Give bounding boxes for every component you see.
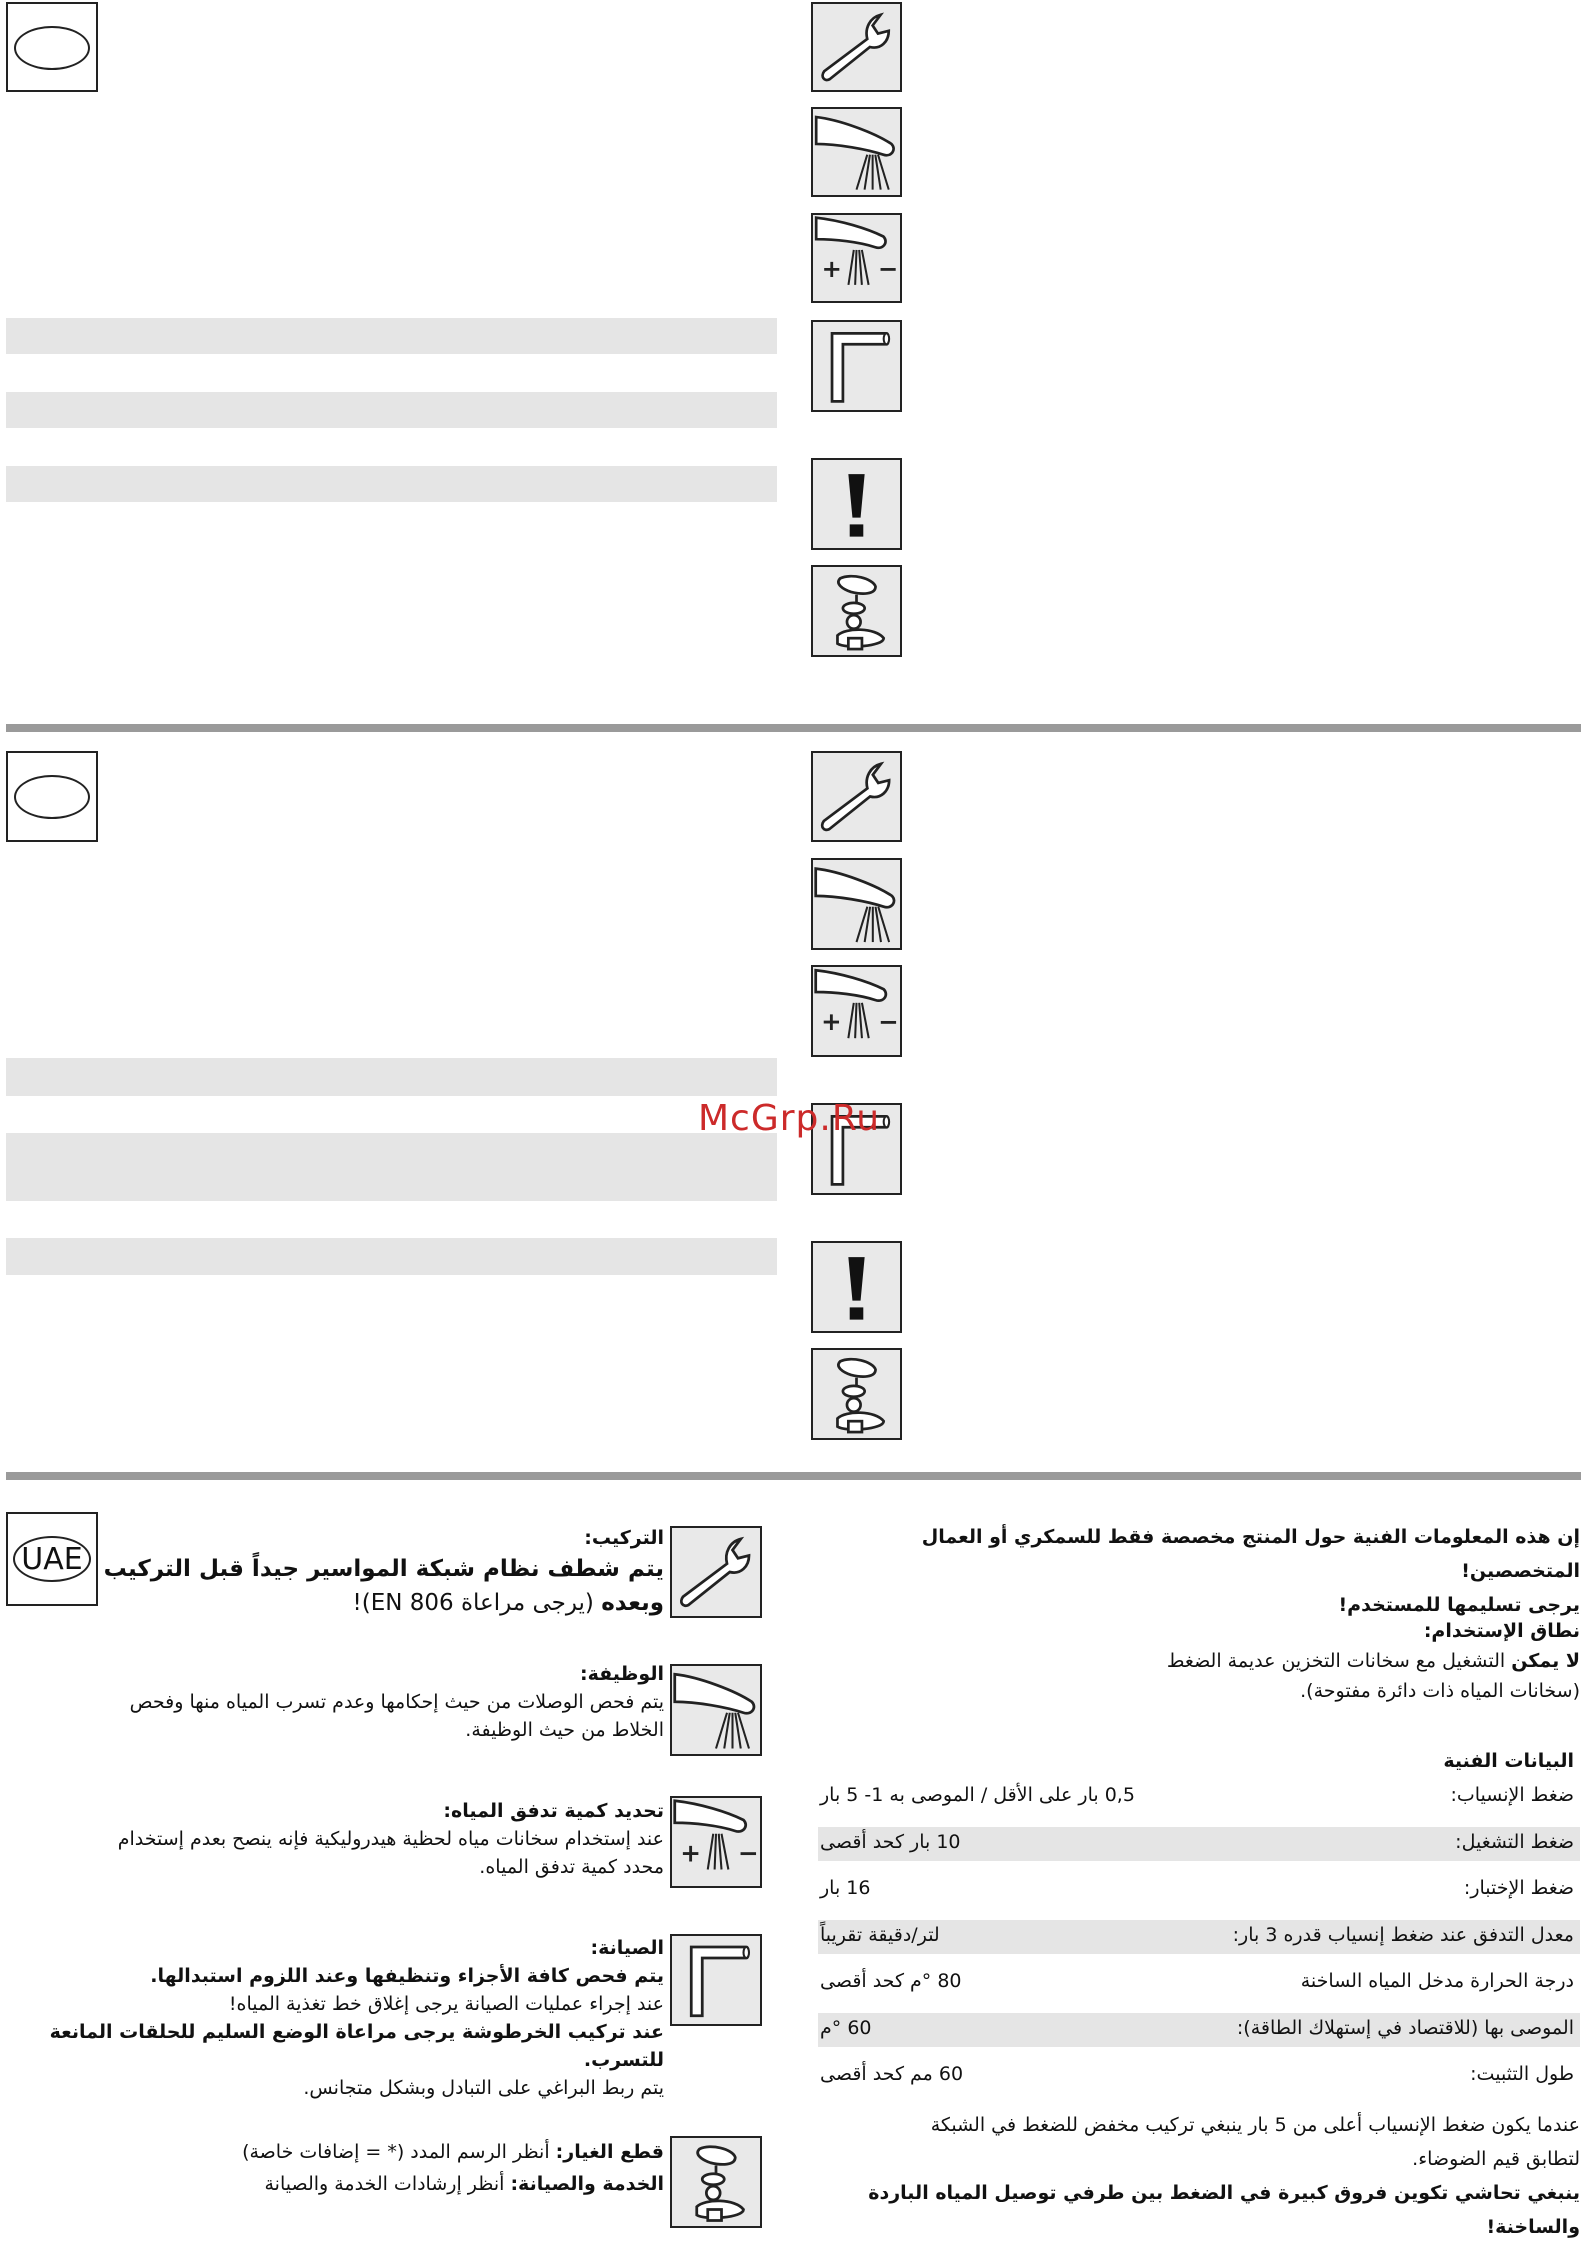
language-oval-1 [14, 26, 90, 70]
language-oval-2 [14, 775, 90, 819]
allen-key-icon [811, 320, 902, 412]
tech-data-label: ضغط التشغيل: [1455, 1830, 1574, 1853]
function-line1: يتم فحص الوصلات من حيث إحكامها وعدم تسرب المياه منها وفحص [129, 1691, 664, 1713]
tech-data-value: 80 °م كحد أقصى [820, 1970, 962, 1992]
spray-icon [670, 1664, 762, 1756]
tech-data-label: الموصى بها (للاقتصاد في إستهلاك الطاقة): [1236, 2016, 1574, 2039]
tech-notes [818, 2108, 1580, 2244]
flow-adjust-icon [811, 965, 902, 1057]
maintenance-section [6, 1934, 664, 2102]
tech-data-value: لتر/دقيقة تقريباً [820, 1923, 940, 1946]
flow-limit-heading: تحديد كمية تدفق المياه: [443, 1800, 664, 1822]
language-oval-box-2 [6, 751, 98, 842]
tech-note1-line2: لتطابق قيم الضوضاء. [1412, 2148, 1580, 2170]
service-line [6, 2168, 664, 2200]
function-section [6, 1660, 664, 1744]
wrench-icon [811, 751, 902, 842]
spray-icon [811, 858, 902, 950]
flow-limit-section [6, 1797, 664, 1881]
scope-line2: (سخانات المياه ذات دائرة مفتوحة). [1300, 1680, 1580, 1702]
installation-line2 [6, 1586, 664, 1620]
tech-data-value: 60 °م [820, 2016, 872, 2039]
flow-adjust-icon [811, 213, 902, 303]
text-placeholder-bar [6, 1133, 777, 1201]
tech-data-label: درجة الحرارة مدخل المياه الساخنة [1300, 1970, 1574, 1992]
tech-data-row [818, 1920, 1580, 1954]
flow-limit-line1: عند إستخدام سخانات مياه لحظية هيدروليكية فإنه ينصح بعدم إستخدام [117, 1828, 664, 1850]
spare-parts-label: قطع الغيار: [555, 2141, 664, 2163]
spray-icon [811, 107, 902, 197]
tech-note2: ينبغي تحاشي تكوين فروق كبيرة في الضغط بين طرفي توصيل المياه الباردة والساخنة! [868, 2182, 1580, 2238]
tech-data-value: 16 بار [820, 1877, 871, 1899]
text-placeholder-bar [6, 318, 777, 354]
tech-heading: البيانات الفنية [1443, 1750, 1574, 1772]
tech-note1-line1: عندما يكون ضغط الإنسياب أعلى من 5 بار ينبغي تركيب مخفض للضغط في الشبكة [930, 2114, 1580, 2136]
service-text: أنظر إرشادات الخدمة والصيانة [264, 2173, 511, 2195]
tech-data-row [818, 2059, 1580, 2093]
tech-data-label: ضغط الإختبار: [1463, 1877, 1574, 1899]
tech-data-value: 60 مم كحد أقصى [820, 2063, 964, 2085]
function-line2: الخلاط من حيث الوظيفة. [465, 1719, 664, 1741]
intro-section [818, 1520, 1580, 1622]
allen-key-icon [670, 1934, 762, 2026]
maintenance-line3: عند تركيب الخرطوشة يرجى مراعاة الوضع السليم للحلقات المانعة للتسرب. [49, 2021, 664, 2071]
spare-parts-icon [670, 2136, 762, 2228]
tech-data-value: 0,5 بار على الأقل / الموصى به 1- 5 بار [820, 1784, 1135, 1806]
flow-limit-line2: محدد كمية تدفق المياه. [479, 1856, 664, 1878]
text-placeholder-bar [6, 392, 777, 428]
spare-service-section [6, 2136, 664, 2200]
installation-line1: يتم شطف نظام شبكة المواسير جيداً قبل التركيب [103, 1556, 664, 1582]
section-divider [6, 1472, 1581, 1480]
intro-line2: يرجى تسليمها للمستخدم! [1338, 1594, 1580, 1616]
tech-data-label: معدل التدفق عند ضغط إنسياب قدره 3 بار: [1232, 1923, 1574, 1946]
watermark: McGrp.Ru [698, 1098, 881, 1139]
scope-line1-rest: التشغيل مع سخانات التخزين عديمة الضغط [1166, 1650, 1512, 1672]
installation-line2-bold: وبعده [601, 1590, 664, 1616]
wrench-icon [811, 2, 902, 92]
tech-data-row [818, 1780, 1580, 1814]
language-oval-box-1 [6, 2, 98, 92]
text-placeholder-bar [6, 1238, 777, 1275]
intro-line1: إن هذه المعلومات الفنية حول المنتج مخصصة فقط للسمكري أو العمال المتخصصين! [921, 1526, 1580, 1582]
tech-data-row [818, 2013, 1580, 2047]
installation-line2-rest: (يرجى مراعاة EN 806)! [352, 1590, 602, 1616]
maintenance-line2: عند إجراء عمليات الصيانة يرجى إغلاق خط تغذية المياه! [228, 1993, 664, 2015]
service-label: الخدمة والصيانة: [510, 2173, 664, 2195]
spare-parts-line [6, 2136, 664, 2168]
flow-adjust-icon [670, 1796, 762, 1888]
maintenance-line4: يتم ربط البراغي على التبادل وبشكل متجانس. [303, 2077, 664, 2099]
tech-data-row [818, 1873, 1580, 1907]
scope-section [818, 1616, 1580, 1706]
wrench-icon [670, 1526, 762, 1618]
scope-heading: نطاق الإستخدام: [1423, 1620, 1580, 1642]
exclamation-icon [811, 1241, 902, 1333]
installation-section [6, 1524, 664, 1620]
country-code-label: UAE [21, 1542, 83, 1577]
tech-data-row [818, 1966, 1580, 2000]
section-divider [6, 724, 1581, 732]
installation-heading: التركيب: [584, 1527, 664, 1549]
spare-parts-icon [811, 1348, 902, 1440]
spare-parts-text: أنظر الرسم المدد (* = إضافات خاصة) [242, 2141, 556, 2163]
function-heading: الوظيفة: [579, 1663, 664, 1685]
text-placeholder-bar [6, 1058, 777, 1096]
tech-data-label: طول التثبيت: [1470, 2063, 1574, 2085]
exclamation-icon [811, 458, 902, 550]
tech-data-label: ضغط الإنسياب: [1450, 1784, 1574, 1806]
maintenance-line1: يتم فحص كافة الأجزاء وتنظيفها وعند اللزوم استبدالها. [150, 1965, 664, 1987]
spare-parts-icon [811, 565, 902, 657]
scope-bold: لا يمكن [1511, 1650, 1580, 1672]
tech-data-row [818, 1827, 1580, 1861]
text-placeholder-bar [6, 466, 777, 502]
scope-line1 [818, 1646, 1580, 1676]
tech-data-value: 10 بار كحد أقصى [820, 1830, 961, 1853]
maintenance-heading: الصيانة: [590, 1937, 664, 1959]
